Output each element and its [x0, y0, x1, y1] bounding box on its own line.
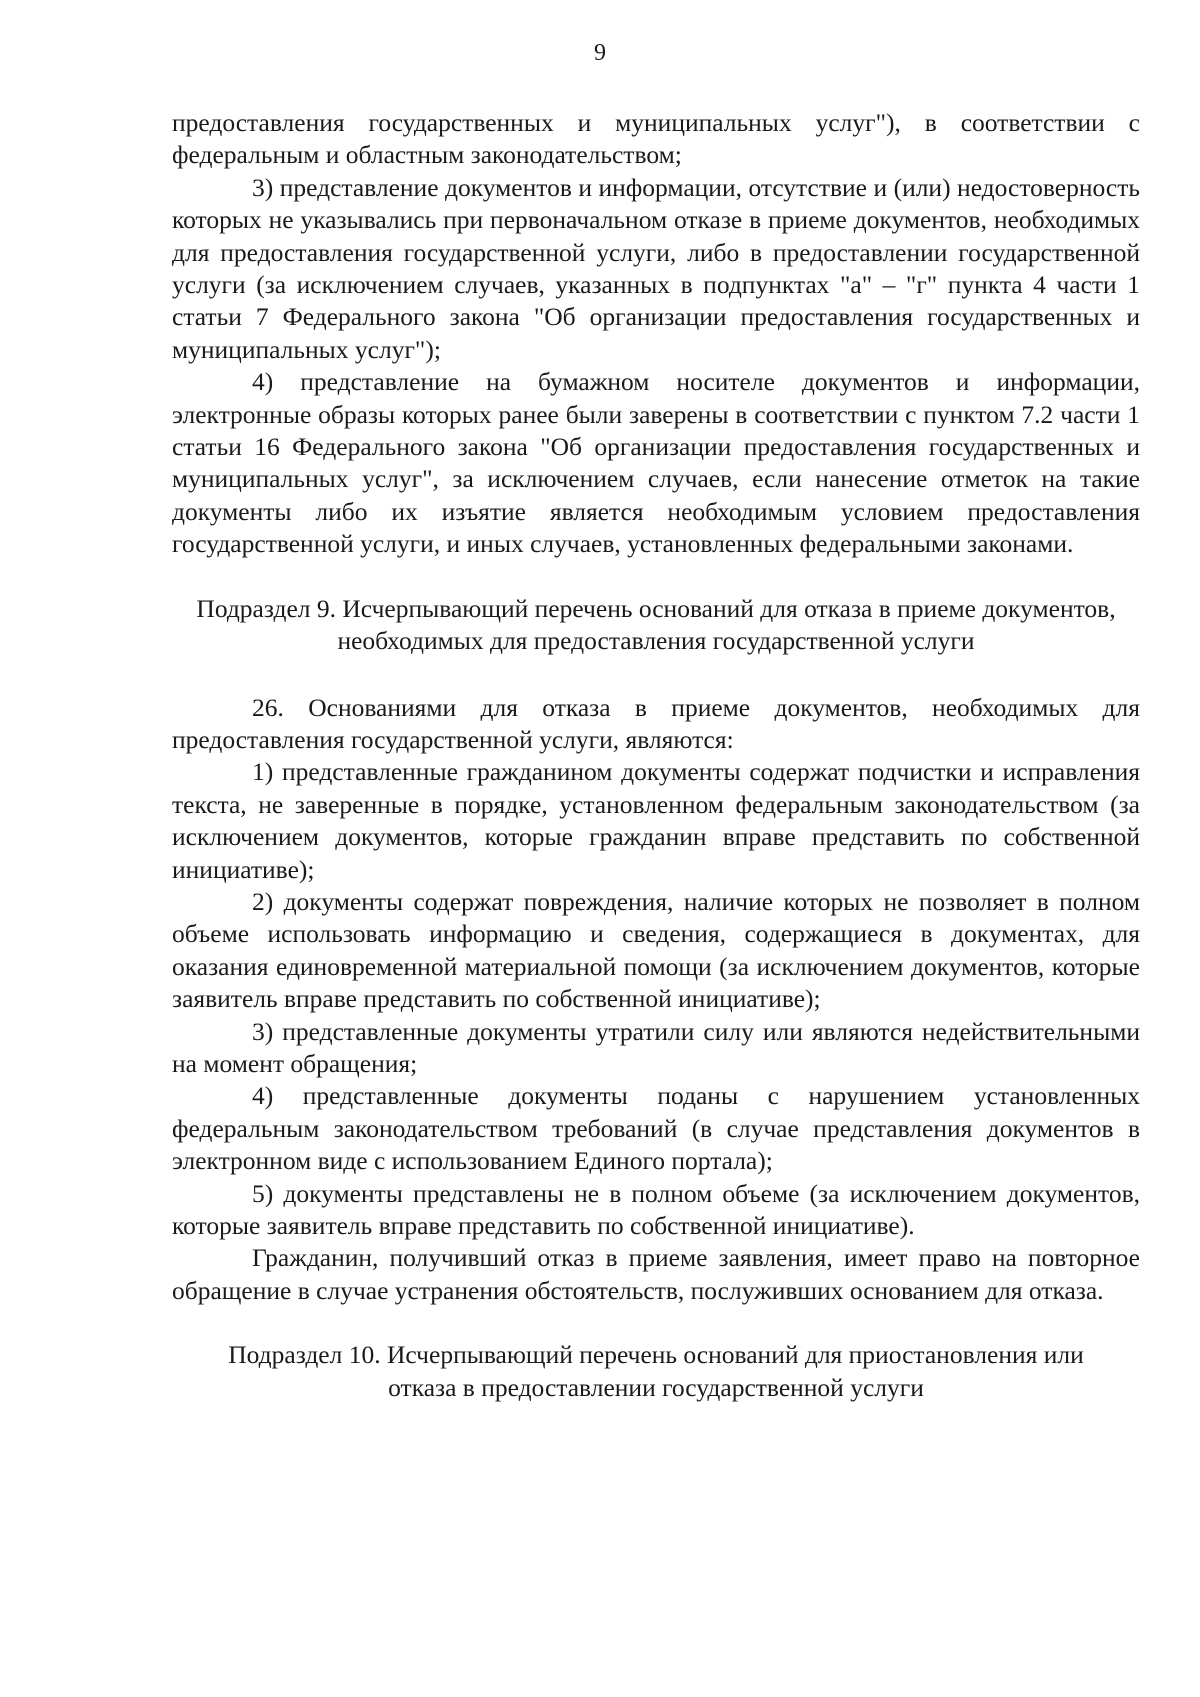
document-body [172, 107, 1140, 1404]
paragraph-repeat-request: Гражданин, получивший отказ в приеме заявления, имеет право на повторное обращение в случае устранения обстоятельств, послуживших основанием для отказа. [172, 1243, 1140, 1305]
subsection-10-heading: Подраздел 10. Исчерпывающий перечень оснований для приостановления или отказа в предоставлении государственной услуги [228, 1340, 1084, 1402]
paragraph-26-item-1: 1) представленные гражданином документы содержат подчистки и исправления текста, не заверенные в порядке, установленном федеральным законодательством (за исключением документов, которые гражданин вправе представить по собственной инициативе); [172, 757, 1140, 884]
paragraph-26: 26. Основаниями для отказа в приеме документов, необходимых для предоставления государственной услуги, являются: [172, 692, 1140, 754]
spacer [172, 561, 1140, 593]
page-number: 9 [594, 40, 606, 66]
paragraph-26-item-5: 5) документы представлены не в полном объеме (за исключением документов, которые заявитель вправе представить по собственной инициативе). [172, 1178, 1140, 1240]
paragraph-26-item-3: 3) представленные документы утратили силу или являются недействительными на момент обращения; [172, 1016, 1140, 1078]
spacer [172, 1307, 1140, 1339]
paragraph-26-item-2: 2) документы содержат повреждения, наличие которых не позволяет в полном объеме использовать информацию и сведения, содержащиеся в документах, для оказания единовременной материальной помощи (за исключением документов, которые заявитель вправе представить по собственной инициативе); [172, 886, 1140, 1014]
subsection-9-heading: Подраздел 9. Исчерпывающий перечень оснований для отказа в приеме документов, необходимых для предоставления государственной услуги [196, 593, 1116, 656]
paragraph-continuation: предоставления государственных и муниципальных услуг"), в соответствии с федеральным и областным законодательством; [172, 108, 1140, 170]
paragraph-26-item-4: 4) представленные документы поданы с нарушением установленных федеральным законодательством требований (в случае представления документов в электронном виде с использованием Единого портала); [172, 1081, 1140, 1176]
paragraph-item-4-prev: 4) представление на бумажном носителе документов и информации, электронные образы которых ранее были заверены в соответствии с пунктом 7.2 части 1 статьи 16 Федерального закона "Об организации предоставления государственных и муниципальных услуг", за исключением случаев, если нанесение отметок на такие документы либо их изъятие является необходимым условием предоставления государственной услуги, и иных случаев, установленных федеральными законами. [172, 367, 1140, 559]
spacer [172, 658, 1140, 692]
paragraph-item-3-prev: 3) представление документов и информации, отсутствие и (или) недостоверность которых не указывались при первоначальном отказе в приеме документов, необходимых для предоставления государственной услуги, либо в предоставлении государственной услуги (за исключением случаев, указанных в подпунктах "а" – "г" пункта 4 части 1 статьи 7 Федерального закона "Об организации предоставления государственных и муниципальных услуг"); [172, 172, 1140, 364]
